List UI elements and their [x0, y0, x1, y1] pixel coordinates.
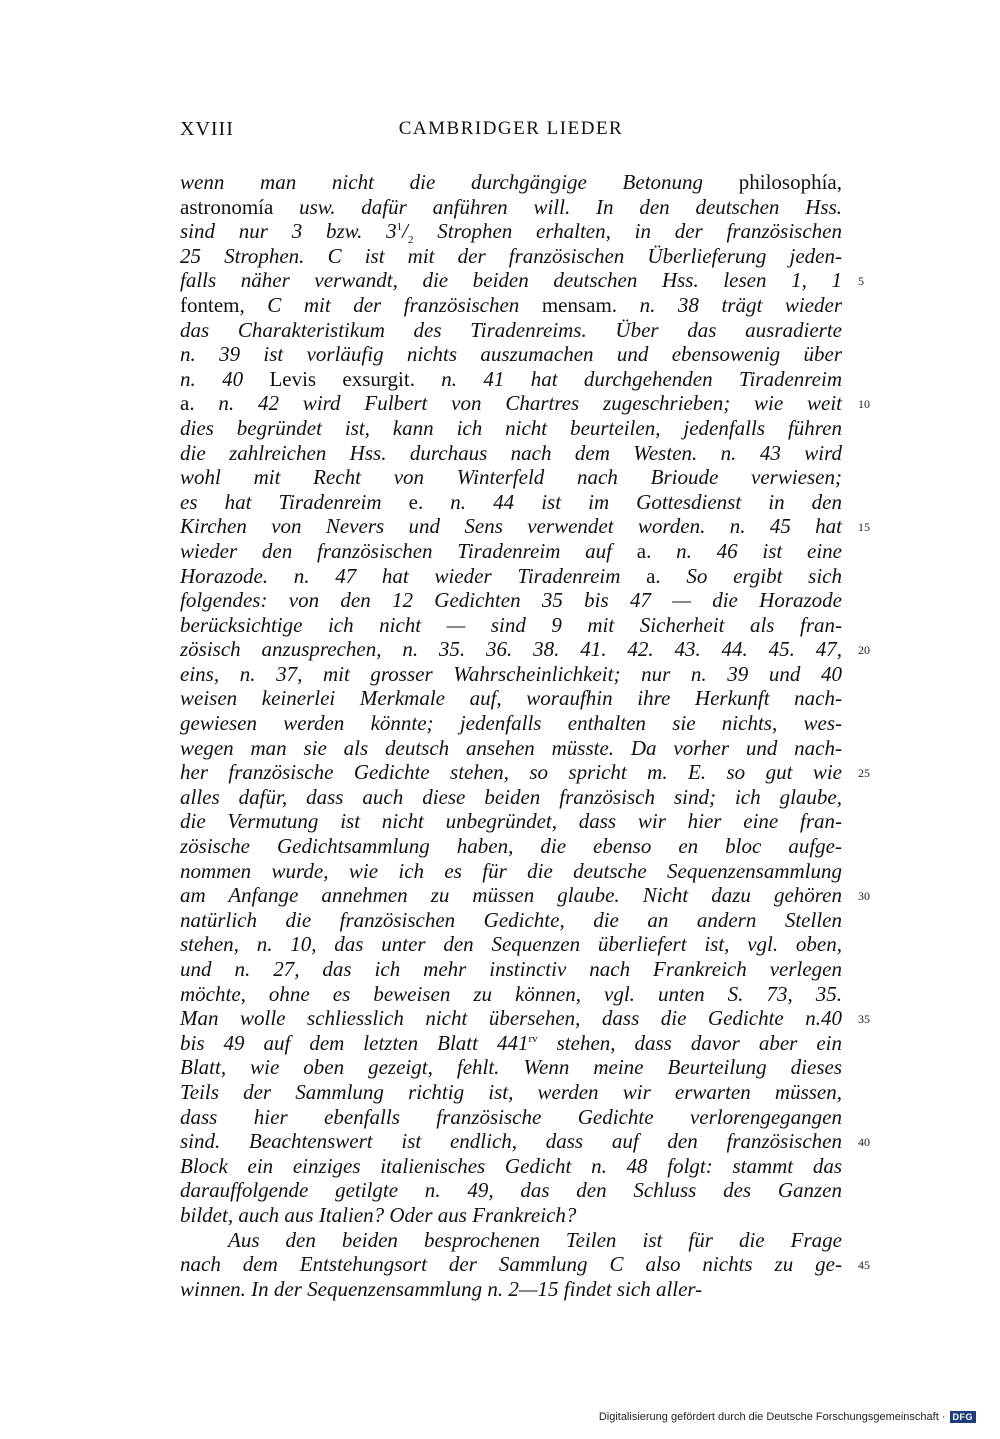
text-run: nommen wurde, wie ich es für die deutsche Sequenzensammlung — [180, 858, 842, 883]
roman-text-run: Levis exsurgit. — [269, 366, 415, 391]
text-line — [180, 170, 842, 195]
text-line — [180, 736, 842, 761]
text-line — [180, 1055, 842, 1080]
text-line — [180, 219, 842, 247]
text-line — [180, 883, 842, 908]
text-line — [180, 1031, 842, 1056]
text-line — [180, 367, 842, 392]
text-line — [180, 711, 842, 736]
line-number: 30 — [858, 889, 870, 904]
text-run: am Anfange annehmen zu müssen glaube. Nicht dazu gehören — [180, 883, 842, 908]
roman-text-run: mensam. — [541, 292, 618, 317]
text-run: dass hier ebenfalls französische Gedichte verlorengegangen — [180, 1104, 842, 1129]
text-run: weisen keinerlei Merkmale auf, woraufhin ihre Herkunft nach- — [180, 686, 842, 711]
text-line — [180, 1178, 842, 1203]
text-run: sind nur 3 bzw. 3 — [180, 219, 397, 244]
text-line — [180, 1154, 842, 1179]
text-run: n. 38 trägt wieder — [617, 292, 842, 317]
text-line — [180, 982, 842, 1007]
text-run: n. 39 ist vorläufig nichts auszumachen und ebensowenig über — [180, 342, 842, 367]
line-number: 10 — [858, 397, 870, 412]
text-line — [180, 1228, 842, 1253]
roman-text-run: philosophía, — [738, 170, 842, 194]
text-run: usw. dafür anführen will. In den deutschen Hss. — [273, 194, 842, 219]
dfg-logo: DFG — [950, 1411, 977, 1423]
text-run: n. 42 wird Fulbert von Chartres zugeschrieben; wie weit — [194, 391, 842, 416]
text-run: das Charakteristikum des Tiradenreims. Über das ausradierte — [180, 317, 842, 342]
text-line — [180, 1129, 842, 1154]
text-line — [180, 342, 842, 367]
text-run: falls näher verwandt, die beiden deutschen Hss. lesen 1, 1 — [180, 268, 842, 293]
roman-text-run: a. — [180, 391, 195, 416]
text-run: So ergibt sich — [660, 563, 842, 588]
text-run: die Vermutung ist nicht unbegründet, dass wir hier eine fran- — [180, 809, 842, 834]
text-line — [180, 957, 842, 982]
text-line — [180, 195, 842, 220]
roman-text-run: a. — [636, 538, 652, 563]
text-line — [180, 809, 842, 834]
text-run: Aus den beiden besprochenen Teilen ist für die Frage — [228, 1227, 842, 1252]
text-run: eins, n. 37, mit grosser Wahrscheinlichkeit; nur n. 39 und 40 — [180, 661, 842, 686]
text-run: dies begründet ist, kann ich nicht beurteilen, jedenfalls führen — [180, 415, 842, 440]
text-line — [180, 1277, 842, 1302]
text-line — [180, 932, 842, 957]
text-run: Strophen erhalten, in der französischen — [413, 219, 842, 244]
text-run: alles dafür, dass auch diese beiden französisch sind; ich glaube, — [180, 784, 842, 809]
text-line — [180, 785, 842, 810]
text-line — [180, 441, 842, 466]
digitization-credit: Digitalisierung gefördert durch die Deutsche Forschungsgemeinschaft · — [598, 1411, 946, 1423]
text-line — [180, 859, 842, 884]
text-line — [180, 1252, 842, 1277]
text-run: Block ein einziges italienisches Gedicht n. 48 folgt: stammt das — [180, 1153, 842, 1178]
text-run: natürlich die französischen Gedichte, die an andern Stellen — [180, 907, 842, 932]
text-line — [180, 1203, 842, 1228]
text-line — [180, 662, 842, 687]
text-line — [180, 268, 842, 293]
text-line — [180, 1080, 842, 1105]
text-line — [180, 490, 842, 515]
text-line — [180, 613, 842, 638]
text-run: und n. 27, das ich mehr instinctiv nach Frankreich verlegen — [180, 957, 842, 981]
text-run: möchte, ohne es beweisen zu können, vgl. unten S. 73, 35. — [180, 981, 842, 1006]
text-run: C mit der französischen — [244, 292, 542, 317]
text-run: / — [402, 219, 408, 244]
footer — [599, 1409, 976, 1425]
text-run: wenn man nicht die durchgängige Betonung — [180, 170, 739, 194]
text-line — [180, 834, 842, 859]
text-run: wegen man sie als deutsch ansehen müsste. Da vorher und nach- — [180, 735, 842, 760]
text-run: stehen, dass davor aber ein — [537, 1030, 842, 1055]
text-run: Blatt, wie oben gezeigt, fehlt. Wenn meine Beurteilung dieses — [180, 1055, 842, 1080]
line-number: 35 — [858, 1012, 870, 1027]
page-number: XVIII — [180, 118, 234, 140]
text-run: 25 Strophen. C ist mit der französischen Überlieferung jeden- — [180, 243, 842, 268]
text-run: winnen. In der Sequenzensammlung n. 2—15 findet sich aller- — [180, 1276, 703, 1301]
text-line — [180, 564, 842, 589]
text-line — [180, 908, 842, 933]
line-number: 15 — [858, 520, 870, 535]
line-number: 45 — [858, 1258, 870, 1273]
text-run: Kirchen von Nevers und Sens verwendet worden. n. 45 hat — [180, 514, 842, 539]
text-run: bis 49 auf dem letzten Blatt 441 — [180, 1030, 529, 1055]
text-line — [180, 760, 842, 785]
roman-text-run: a. — [646, 563, 661, 588]
text-run: her französische Gedichte stehen, so spricht m. E. so gut wie — [180, 760, 842, 785]
subscript: 2 — [407, 234, 414, 247]
text-run: bildet, auch aus Italien? Oder aus Frankreich? — [180, 1202, 577, 1227]
text-run: n. 46 ist eine — [651, 538, 842, 563]
text-run: nach dem Entstehungsort der Sammlung C also nichts zu ge- — [180, 1252, 842, 1277]
roman-text-run: fontem, — [180, 292, 245, 317]
text-line — [180, 465, 842, 490]
line-number: 40 — [858, 1135, 870, 1150]
text-line — [180, 588, 842, 613]
body-text — [180, 170, 842, 1301]
roman-text-run: e. — [408, 489, 424, 514]
text-run: es hat Tiradenreim — [180, 489, 409, 514]
text-run: zösische Gedichtsammlung haben, die ebenso en bloc aufge- — [180, 834, 842, 859]
text-line — [180, 1105, 842, 1130]
text-run: zösisch anzusprechen, n. 35. 36. 38. 41. 42. 43. 44. 45. 47, — [180, 637, 842, 662]
text-run: wieder den französischen Tiradenreim auf — [180, 538, 637, 563]
text-run: n. 40 — [180, 366, 270, 391]
line-number: 5 — [858, 274, 864, 289]
text-run: n. 44 ist im Gottesdienst in den — [423, 489, 842, 514]
text-run: Teils der Sammlung richtig ist, werden wir erwarten müssen, — [180, 1079, 842, 1104]
text-run: n. 41 hat durchgehenden Tiradenreim — [414, 366, 843, 391]
text-line — [180, 416, 842, 441]
text-run: Man wolle schliesslich nicht übersehen, dass die Gedichte n.40 — [180, 1006, 842, 1031]
text-run: gewiesen werden könnte; jedenfalls enthalten sie nichts, wes- — [180, 711, 842, 736]
line-number: 20 — [858, 643, 870, 658]
text-line — [180, 244, 842, 269]
roman-text-run: astronomía — [180, 194, 274, 219]
text-line — [180, 686, 842, 711]
text-run: sind. Beachtenswert ist endlich, dass auf den französischen — [180, 1129, 842, 1154]
text-line — [180, 514, 842, 539]
text-line — [180, 539, 842, 564]
text-run: die zahlreichen Hss. durchaus nach dem Westen. n. 43 wird — [180, 440, 842, 465]
text-line — [180, 637, 842, 662]
text-run: folgendes: von den 12 Gedichten 35 bis 47 — die Horazode — [180, 588, 842, 613]
line-number: 25 — [858, 766, 870, 781]
text-run: Horazode. n. 47 hat wieder Tiradenreim — [180, 563, 647, 588]
text-line — [180, 318, 842, 343]
superscript: 1 — [396, 221, 403, 234]
page-header — [180, 118, 842, 148]
text-run: berücksichtige ich nicht — sind 9 mit Sicherheit als fran- — [180, 612, 842, 637]
text-line — [180, 293, 842, 318]
running-title: CAMBRIDGER LIEDER — [398, 118, 624, 139]
text-run: darauffolgende getilgte n. 49, das den Schluss des Ganzen — [180, 1178, 842, 1203]
text-run: stehen, n. 10, das unter den Sequenzen überliefert ist, vgl. oben, — [180, 932, 842, 957]
text-run: wohl mit Recht von Winterfeld nach Brioude verwiesen; — [180, 465, 842, 490]
superscript: rv — [528, 1032, 538, 1045]
text-line — [180, 1006, 842, 1031]
text-line — [180, 391, 842, 416]
